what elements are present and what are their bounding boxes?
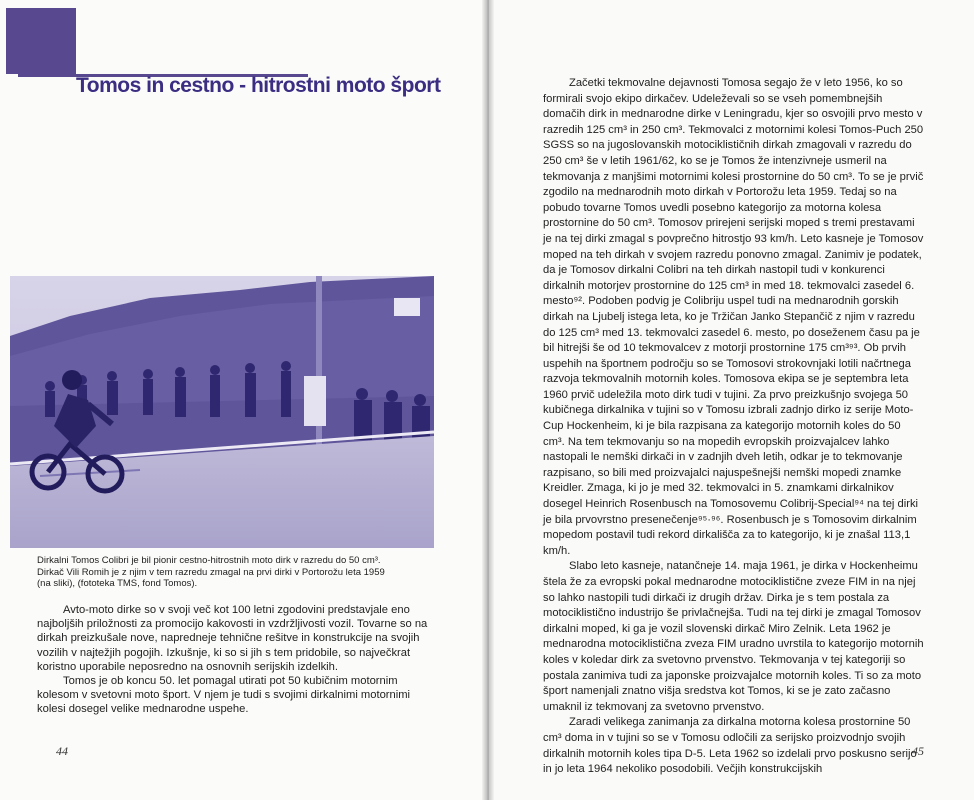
paragraph: Zaradi velikega zanimanja za dirkalna motorna kolesa prostornine 50 cm³ doma in v tujini so se v Tomosu odločili za serijsko proizvodnjo svojih dirkalnih motornih koles tipa D-5. Leta 1962 so izdelali prvo poskusno serijo in jo leta 1964 nekoliko posodobili. Večjih konstrukcijskih — [543, 716, 917, 776]
caption-line: Dirkač Vili Romih je z njim v tem razredu zmagal na prvi dirki v Portorožu leta 1959 — [37, 566, 385, 578]
right-body-text — [543, 76, 925, 778]
accent-block — [6, 8, 76, 74]
page-title: Tomos in cestno - hitrostni moto šport — [76, 74, 441, 97]
caption-line: (na sliki), (fototeka TMS, fond Tomos). — [37, 578, 198, 589]
right-page — [488, 0, 974, 800]
paragraph: Slabo leto kasneje, natančneje 14. maja 1961, je dirka v Hockenheimu štela že za evropski pokal mednarodne motociklistične zveze FIM in na njej so lahko nastopili tudi dirkači iz drugih držav. Dirka je s tem postala za motociklistično industrijo še privlačnejša. Tudi na tej dirki je zmagal Tomosov dirkalni moped, ki ga je vozil slovenski dirkač Miro Zelnik. Leta 1962 je mednarodna motociklistična zveza FIM uradno uvrstila to kategorijo motornih koles v koledar dirk za svetovno prvenstvo. Tekmovanja v tej kategoriji so postala zanimiva tudi za japonske proizvajalce motornih koles. Ti so za moto šport namenjali znatno višja sredstva kot Tomos, ki se je zato začasno umaknil iz tekmovanj za svetovno prvenstvo. — [543, 560, 924, 713]
caption-line: Dirkalni Tomos Colibri je bil pionir cestno-hitrostnih moto dirk v razredu do 50 cm³. — [37, 555, 381, 566]
racing-photo — [10, 276, 434, 548]
photo-caption — [37, 555, 437, 590]
left-page — [0, 0, 486, 800]
page-number-left: 44 — [56, 744, 68, 758]
paragraph: Začetki tekmovalne dejavnosti Tomosa segajo že v leto 1956, ko so formirali svojo ekipo dirkačev. Udeleževali so se vseh pomembnejših domačih dirk in mednarodne dirke v Leningradu, kjer so osvojili prvo mesto v razredih 125 cm³ in 250 cm³. Tekmovalci z motornimi kolesi Tomos-Puch 250 SGSS so na jugoslovanskih motociklističnih dirkah zmagovali v razredu do 250 cm³ še v letih 1961/62, ko se je Tomos že intenzivneje usmeril na tekmovanja z manjšimi motornimi kolesi prostornine do 50 cm³. To se je prvič zgodilo na mednarodnih moto dirkah v Portorožu leta 1959. Tedaj so na pobudo tovarne Tomos uvedli posebno kategorijo za motorna kolesa prostornine do 50 cm³. Tomosov prirejeni serijski moped s tremi prestavami je na tej dirki zmagal s povprečno hitrostjo 93 km/h. Leto kasneje je Tomosov moped na teh dirkah v svojem razredu ponovno zmagal. Zanimiv je podatek, da je Tomosov dirkalni Colibri na teh dirkah nastopil tudi v konkurenci dirkalnih motorjev prostornine do 125 cm³ in med 18. tekmovalci zasedel 6. mesto⁹². Podoben podvig je Colibriju uspel tudi na mednarodnih gorskih dirkah na Ljubelj istega leta, ko je Tržičan Janko Stepančič z njim v razredu do 125 cm³ med 13. tekmovalci zasedel 6. mesto, po doseženem času pa je bil hitrejši še od 10 tekmovalcev z motorji prostornine 175 cm³⁹³. Ob prvih uspehih na športnem področju so se Tomosovi strokovnjaki lotili načrtnega razvoja tekmovalnih motornih koles. Tomosova ekipa se je septembra leta 1960 prvič udeležila moto dirk tudi v tujini. Za prvo preizkušnjo svojega 50 kubičnega dirkalnika v tujini so v Tomosu izbrali zadnjo dirko iz serije Moto-Cup Hockenheim, ki je bila razpisana za kategorijo motornih koles do 50 cm³. Na tem tekmovanju so na mopedih evropskih proizvajalcev lahko nastopali le nemški dirkači in v zadnjih dveh letih, odkar je to tekmovanje razpisano, so bili med proizvajalci najuspešnejši nemški mopedi znamke Kreidler. Zmaga, ki jo je med 32. tekmovalci in 5. znamkami dirkalnikov dosegel Heinrich Rosenbusch na Tomosovemu Colibrij-Special⁹⁴ na tej dirki je bila prvovrstno presenečenje⁹⁵·⁹⁶. Rosenbusch je s Tomosovim dirkalnim mopedom postavil tudi rekord dirkališča za to kategorijo, ki je znašal 113,1 km/h. — [543, 77, 924, 557]
left-body-text — [37, 603, 437, 717]
paragraph: Avto-moto dirke so v svoji več kot 100 letni zgodovini predstavjale eno najboljših priložnosti za promocijo kakovosti in vzdržljivosti vozil. Tovarne so na dirkah preizkušale nove, napredneje tehnične rešitve in konstrukcije na svojih vozilih v najtežjih pogojih. Izkušnje, ki so si jih s tem pridobile, so največkrat koristno uporabile neposredno na osnovnih serijskih izdelkih. — [37, 604, 428, 673]
page-number-right: 45 — [912, 744, 924, 758]
book-gutter — [482, 0, 494, 800]
paragraph: Tomos je ob koncu 50. let pomagal utirati pot 50 kubičnim motornim kolesom v svetovni moto šport. V njem je tudi s svojimi dirkalnimi motornimi kolesi dosegel velike mednarodne uspehe. — [37, 675, 411, 716]
